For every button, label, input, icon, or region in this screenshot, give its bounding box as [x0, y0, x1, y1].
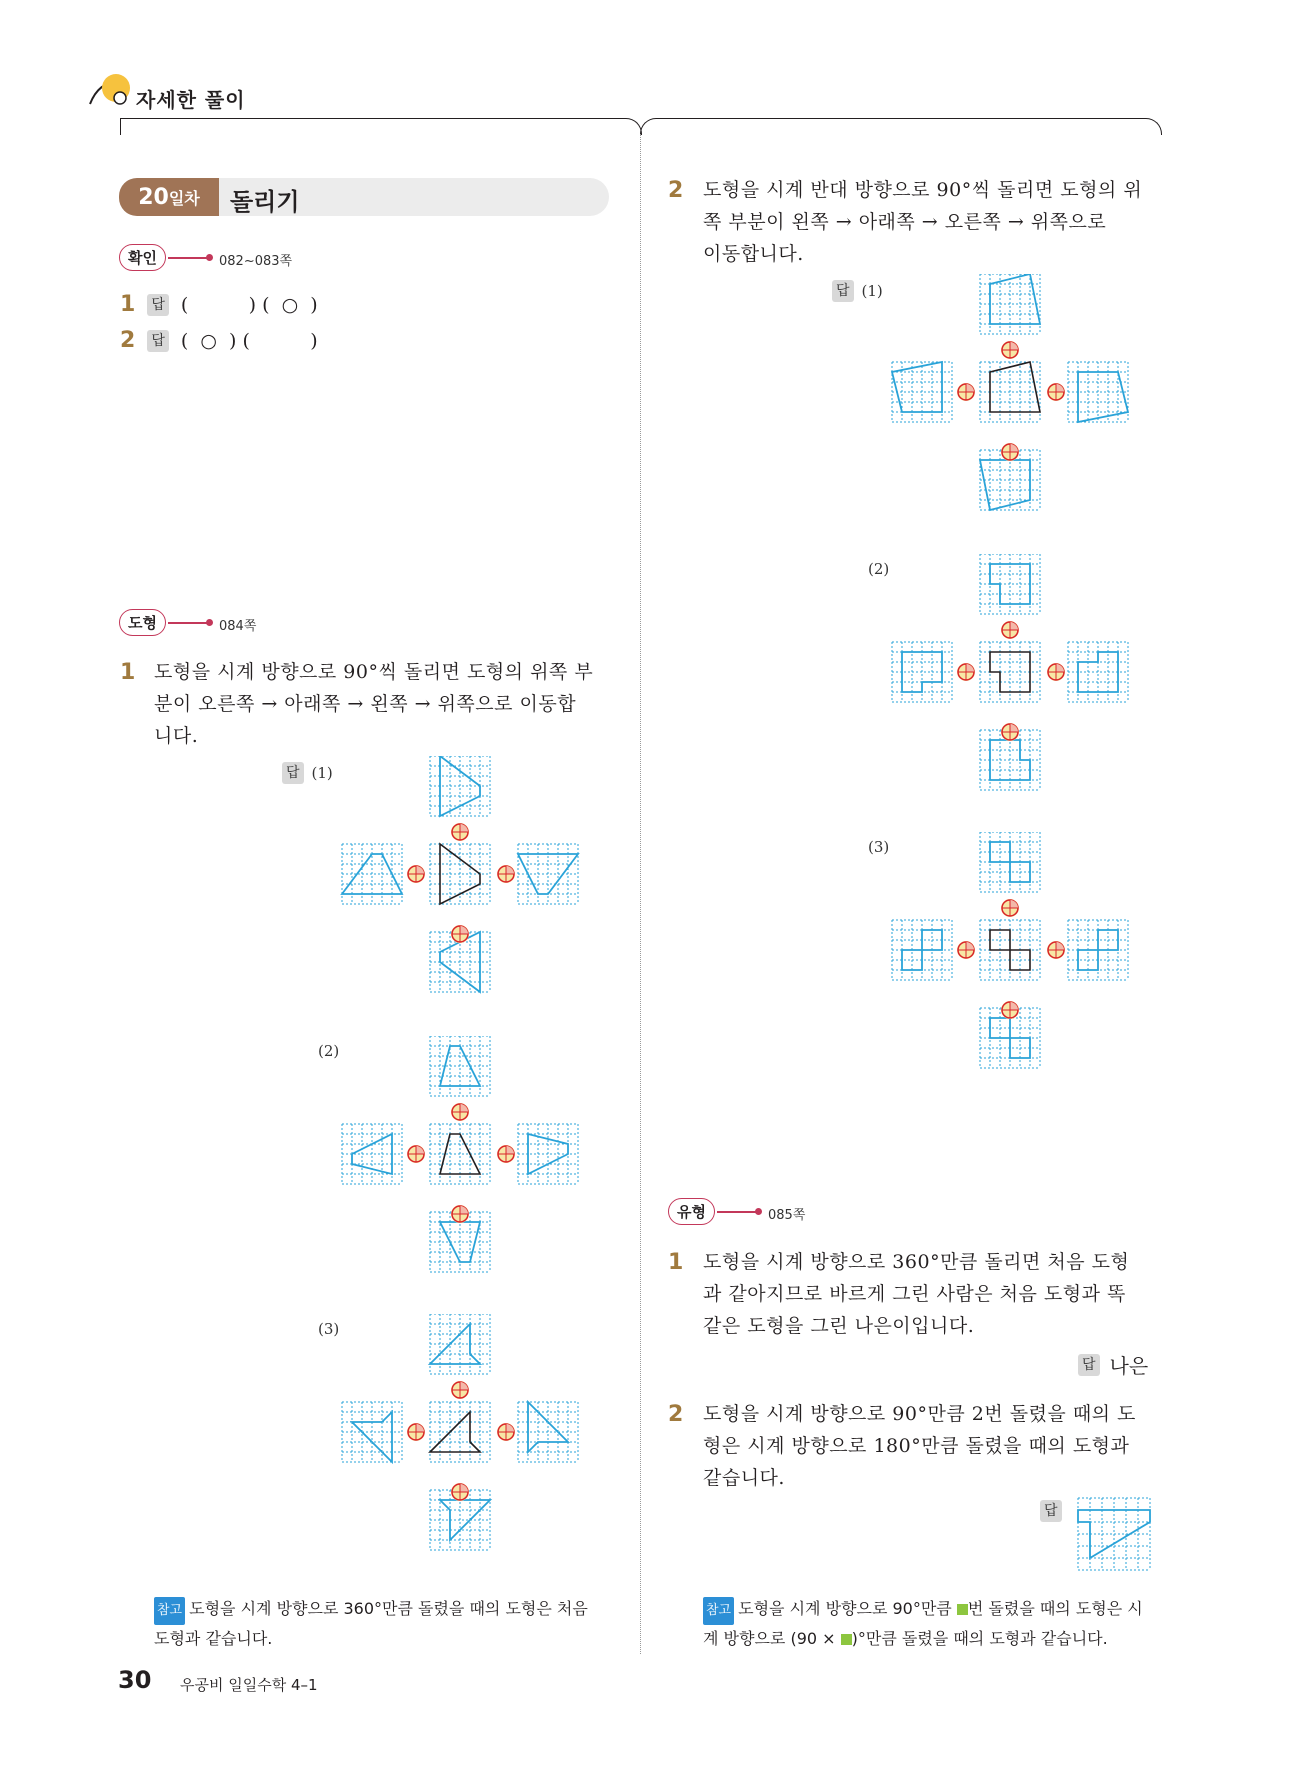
shape-outline — [980, 460, 1030, 510]
rotation-icon — [497, 865, 515, 883]
rotation-icon — [1047, 663, 1065, 681]
shape-outline — [892, 362, 942, 412]
rotation-icon — [1001, 723, 1019, 741]
blank-square-icon — [957, 1604, 968, 1615]
answer-label: 답 — [1040, 1500, 1062, 1522]
rotation-figure — [340, 1036, 620, 1308]
rotation-icon — [957, 663, 975, 681]
sub-label: (2) — [868, 560, 890, 578]
tag-pages: 084쪽 — [219, 619, 257, 634]
text-line: 도형을 시계 방향으로 90°만큼 2번 돌렸을 때의 도 — [703, 1403, 1136, 1425]
rotation-figure — [340, 756, 620, 1028]
sub-label: (3) — [318, 1320, 340, 1338]
book-title: 우공비 일일수학 4–1 — [180, 1676, 318, 1694]
answer-text: ( ○ ) ( ) — [180, 329, 318, 352]
question-text — [154, 656, 614, 752]
rotation-icon — [1001, 341, 1019, 359]
answer-label: 답 — [1078, 1354, 1100, 1376]
answer-text: 나은 — [1109, 1354, 1149, 1378]
answer-row — [282, 762, 333, 784]
rotation-icon — [497, 1145, 515, 1163]
answer-label: 답 — [147, 294, 169, 316]
shape-outline — [990, 362, 1040, 412]
rotation-icon — [407, 1145, 425, 1163]
sun-icon — [86, 68, 136, 112]
dot-grid — [430, 844, 490, 904]
rotation-icon — [1001, 621, 1019, 639]
rotation-figure — [340, 1314, 620, 1586]
answer-text: ( ) ( ○ ) — [180, 293, 318, 316]
note-text: 계 방향으로 (90 × — [703, 1629, 841, 1648]
shape-outline — [990, 930, 1030, 970]
dot-grid — [1078, 1498, 1150, 1570]
question-text — [703, 1398, 1163, 1494]
rotation-figure — [890, 832, 1170, 1104]
tag-line — [168, 257, 208, 259]
text-line: 형은 시계 방향으로 180°만큼 돌렸을 때의 도형과 — [703, 1435, 1130, 1457]
shape-outline — [990, 274, 1040, 324]
tag-dot — [206, 619, 213, 626]
text-line: 분이 오른쪽 → 아래쪽 → 왼쪽 → 위쪽으로 이동합 — [154, 693, 577, 715]
answer-row — [832, 280, 883, 302]
tag-dot — [755, 1208, 762, 1215]
column-divider — [640, 134, 641, 1654]
rotation-icon — [451, 1381, 469, 1399]
page-frame-right — [640, 118, 1162, 135]
text-line: 니다. — [154, 725, 199, 747]
shape-outline — [1078, 372, 1128, 422]
shape-outline — [1078, 930, 1118, 970]
question-number: 1 — [120, 660, 136, 685]
sub-label: (3) — [868, 838, 890, 856]
dot-grid — [518, 1402, 578, 1462]
dot-grid — [342, 1402, 402, 1462]
question-text — [703, 174, 1163, 270]
header-logo — [86, 68, 136, 112]
shape-outline — [990, 1018, 1030, 1058]
shape-outline — [990, 842, 1030, 882]
dot-grid — [342, 1124, 402, 1184]
text-line: 이동합니다. — [703, 243, 804, 265]
text-line: 도형을 시계 방향으로 90°씩 돌리면 도형의 위쪽 부 — [154, 661, 594, 683]
rotation-icon — [1047, 383, 1065, 401]
answer-grid-figure — [1074, 1494, 1160, 1580]
sub-label: (2) — [318, 1042, 340, 1060]
note-line: 도형과 같습니다. — [154, 1629, 273, 1648]
dot-grid — [430, 1036, 490, 1096]
sub-label: (1) — [861, 282, 883, 300]
note-left — [154, 1595, 614, 1653]
page-frame — [120, 118, 642, 135]
note-right — [703, 1595, 1163, 1653]
rotation-icon — [1047, 941, 1065, 959]
answer-label: 답 — [147, 330, 169, 352]
answer-row — [1078, 1350, 1148, 1379]
rotation-icon — [451, 1483, 469, 1501]
text-line: 같습니다. — [703, 1467, 785, 1489]
rotation-icon — [497, 1423, 515, 1441]
question-number: 1 — [120, 292, 136, 317]
tag-pages: 085쪽 — [768, 1208, 806, 1223]
text-line: 쪽 부분이 왼쪽 → 아래쪽 → 오른쪽 → 위쪽으로 — [703, 211, 1107, 233]
rotation-icon — [1001, 443, 1019, 461]
dot-grid — [430, 1124, 490, 1184]
tag-line — [717, 1211, 757, 1213]
note-text: )°만큼 돌렸을 때의 도형과 같습니다. — [851, 1629, 1108, 1648]
note-text: 번 돌렸을 때의 도형은 시 — [967, 1599, 1143, 1618]
blank-square-icon — [841, 1634, 852, 1645]
section-tag-shape: 도형 — [119, 609, 166, 636]
question-number: 2 — [668, 1402, 684, 1427]
rotation-icon — [451, 1103, 469, 1121]
rotation-icon — [1001, 1001, 1019, 1019]
answer-label: 답 — [832, 280, 854, 302]
dot-grid — [430, 1402, 490, 1462]
dot-grid — [518, 1124, 578, 1184]
note-text: 도형을 시계 방향으로 90°만큼 — [738, 1599, 957, 1618]
header-title: 자세한 풀이 — [136, 88, 246, 112]
day-badge — [119, 178, 219, 216]
dot-grid — [980, 554, 1040, 614]
day-number: 20 — [138, 184, 169, 210]
text-line: 과 같아지므로 바르게 그린 사람은 처음 도형과 똑 — [703, 1283, 1126, 1305]
rotation-icon — [407, 1423, 425, 1441]
question-number: 2 — [668, 178, 684, 203]
section-tag-type: 유형 — [668, 1198, 715, 1225]
note-tag: 참고 — [703, 1597, 734, 1625]
day-suffix: 일차 — [168, 188, 200, 208]
rotation-icon — [957, 941, 975, 959]
rotation-icon — [451, 823, 469, 841]
page-number: 30 — [118, 1666, 152, 1694]
note-tag: 참고 — [154, 1597, 185, 1625]
rotation-icon — [957, 383, 975, 401]
sub-label: (1) — [311, 764, 333, 782]
rotation-icon — [407, 865, 425, 883]
rotation-icon — [1001, 899, 1019, 917]
rotation-icon — [451, 925, 469, 943]
section-tag-confirm: 확인 — [119, 244, 166, 271]
dot-grid — [1068, 642, 1128, 702]
shape-outline — [902, 930, 942, 970]
answer-label: 답 — [282, 762, 304, 784]
confirm-answer-2 — [120, 328, 318, 353]
question-text — [703, 1246, 1163, 1342]
dot-grid — [430, 1314, 490, 1374]
confirm-answer-1 — [120, 292, 318, 317]
question-number: 2 — [120, 328, 136, 353]
question-number: 1 — [668, 1250, 684, 1275]
text-line: 도형을 시계 방향으로 360°만큼 돌리면 처음 도형 — [703, 1251, 1130, 1273]
dot-grid — [980, 642, 1040, 702]
rotation-figure — [890, 554, 1170, 826]
banner-title: 돌리기 — [230, 188, 300, 216]
tag-dot — [206, 254, 213, 261]
text-line: 도형을 시계 반대 방향으로 90°씩 돌리면 도형의 위 — [703, 179, 1143, 201]
dot-grid — [892, 642, 952, 702]
tag-line — [168, 622, 208, 624]
rotation-icon — [451, 1205, 469, 1223]
note-line: 도형을 시계 방향으로 360°만큼 돌렸을 때의 도형은 처음 — [189, 1599, 588, 1618]
tag-pages: 082~083쪽 — [219, 254, 293, 269]
text-line: 같은 도형을 그린 나은이입니다. — [703, 1315, 975, 1337]
rotation-figure — [890, 274, 1170, 546]
